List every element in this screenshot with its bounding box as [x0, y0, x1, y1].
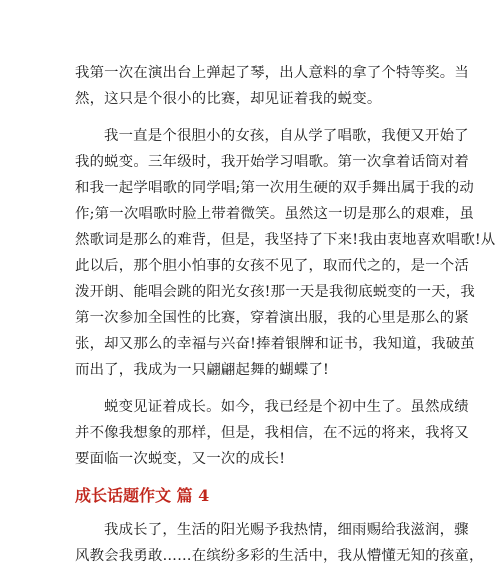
paragraph-2-line-7: 泼开朗、能唱会跳的阳光女孩!那一天是我彻底蜕变的一天，我 — [75, 284, 475, 300]
paragraph-2-line-10: 而出了，我成为一只翩翩起舞的蝴蝶了! — [75, 362, 330, 378]
final-paragraph-line-1: 我成长了，生活的阳光赐予我热情，细雨赐给我滋润，骤 — [104, 522, 469, 538]
paragraph-2-line-8: 第一次参加全国性的比赛，穿着演出服，我的心里是那么的紧 — [75, 310, 469, 326]
paragraph-3-line-1: 蜕变见证着成长。如今，我已经是个初中生了。虽然成绩 — [104, 399, 469, 415]
paragraph-2-line-1: 我一直是个很胆小的女孩，自从学了唱歌，我便又开始了 — [104, 128, 469, 144]
final-paragraph-line-2: 风教会我勇敢……在缤纷多彩的生活中，我从懵懂无知的孩童， — [75, 548, 484, 564]
paragraph-2-line-4: 作;第一次唱歌时脸上带着微笑。虽然这一切是那么的艰难，虽 — [75, 206, 474, 222]
paragraph-3-line-2: 并不像我想象的那样，但是，我相信，在不远的将来，我将又 — [75, 425, 469, 441]
paragraph-2-line-2: 我的蜕变。三年级时，我开始学习唱歌。第一次拿着话筒对着 — [75, 154, 469, 170]
paragraph-2-line-5: 然歌词是那么的难背，但是，我坚持了下来!我由衷地喜欢唱歌!从 — [75, 232, 496, 248]
paragraph-2-line-3: 和我一起学唱歌的同学唱;第一次用生硬的双手舞出属于我的动 — [75, 180, 474, 196]
paragraph-1-line-1: 我第一次在演出台上弹起了琴，出人意料的拿了个特等奖。当 — [75, 65, 469, 81]
paragraph-1-line-2: 然，这只是个很小的比赛，却见证着我的蜕变。 — [75, 91, 382, 107]
paragraph-2-line-6: 此以后，那个胆小怕事的女孩不见了，取而代之的，是一个活 — [75, 258, 469, 274]
section-heading: 成长话题作文 篇 4 — [75, 486, 210, 505]
paragraph-2-line-9: 张，却又那么的幸福与兴奋!捧着银牌和证书，我知道，我破茧 — [75, 336, 475, 352]
paragraph-3-line-3: 要面临一次蜕变，又一次的成长! — [75, 451, 286, 467]
